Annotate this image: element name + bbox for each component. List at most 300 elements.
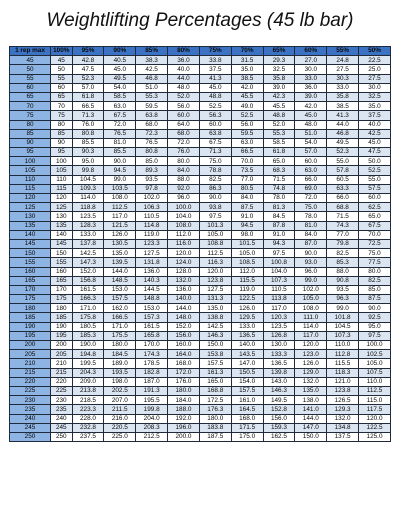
percentage-cell: 132.0 (327, 414, 359, 423)
column-header: 70% (231, 47, 263, 56)
full-percent-cell: 60 (51, 83, 73, 92)
full-percent-cell: 90 (51, 138, 73, 147)
percentage-cell: 95.0 (359, 322, 391, 331)
percentage-cell: 33.0 (295, 74, 327, 83)
percentage-cell: 90.3 (72, 148, 104, 157)
percentage-cell: 107.3 (263, 276, 295, 285)
percentage-cell: 106.3 (136, 203, 168, 212)
percentage-cell: 60.0 (295, 157, 327, 166)
percentage-cell: 55.0 (327, 157, 359, 166)
one-rep-max-cell: 190 (10, 322, 51, 331)
percentage-cell: 66.0 (295, 175, 327, 184)
percentage-cell: 184.5 (104, 350, 136, 359)
percentage-cell: 90.0 (199, 194, 231, 203)
one-rep-max-cell: 95 (10, 148, 51, 157)
percentage-cell: 71.5 (263, 175, 295, 184)
percentage-cell: 35.8 (327, 92, 359, 101)
percentage-cell: 118.3 (327, 368, 359, 377)
one-rep-max-cell: 155 (10, 258, 51, 267)
full-percent-cell: 130 (51, 212, 73, 221)
column-header: 1 rep max (10, 47, 51, 56)
percentage-cell: 84.5 (263, 212, 295, 221)
percentage-cell: 111.0 (295, 313, 327, 322)
one-rep-max-cell: 110 (10, 175, 51, 184)
percentage-cell: 97.8 (136, 184, 168, 193)
percentage-cell: 42.8 (72, 56, 104, 65)
percentage-cell: 129.0 (295, 368, 327, 377)
full-percent-cell: 215 (51, 368, 73, 377)
percentage-cell: 115.5 (327, 359, 359, 368)
full-percent-cell: 135 (51, 221, 73, 230)
percentage-cell: 130.5 (104, 239, 136, 248)
percentage-cell: 147.3 (72, 258, 104, 267)
percentage-cell: 176.3 (199, 405, 231, 414)
percentage-cell: 47.5 (359, 148, 391, 157)
percentage-cell: 204.0 (136, 414, 168, 423)
percentage-cell: 139.8 (263, 368, 295, 377)
percentage-cell: 63.3 (327, 184, 359, 193)
percentage-cell: 175.5 (104, 331, 136, 340)
one-rep-max-cell: 215 (10, 368, 51, 377)
percentage-cell: 92.5 (359, 313, 391, 322)
percentage-cell: 38.5 (231, 74, 263, 83)
column-header: 100% (51, 47, 73, 56)
percentage-cell: 137.8 (72, 239, 104, 248)
percentage-cell: 49.5 (104, 74, 136, 83)
one-rep-max-cell: 135 (10, 221, 51, 230)
percentage-cell: 85.3 (327, 258, 359, 267)
percentage-cell: 112.0 (231, 267, 263, 276)
percentage-cell: 22.5 (359, 56, 391, 65)
percentage-cell: 194.8 (72, 350, 104, 359)
percentage-cell: 30.0 (295, 65, 327, 74)
full-percent-cell: 75 (51, 111, 73, 120)
percentage-cell: 30.3 (327, 74, 359, 83)
percentage-cell: 96.0 (295, 267, 327, 276)
percentage-cell: 52.3 (327, 148, 359, 157)
percentage-cell: 166.5 (104, 313, 136, 322)
percentage-cell: 74.3 (327, 221, 359, 230)
percentage-cell: 156.8 (72, 276, 104, 285)
percentage-cell: 29.3 (263, 56, 295, 65)
percentage-cell: 87.5 (231, 203, 263, 212)
percentage-cell: 129.3 (327, 405, 359, 414)
percentage-cell: 133.3 (263, 350, 295, 359)
percentage-cell: 136.0 (136, 267, 168, 276)
table-row (10, 423, 391, 432)
percentage-cell: 80.0 (168, 157, 200, 166)
percentage-cell: 199.8 (136, 405, 168, 414)
percentage-cell: 165.0 (199, 377, 231, 386)
percentage-cell: 110.0 (327, 341, 359, 350)
table-row (10, 148, 391, 157)
percentage-cell: 100.8 (263, 258, 295, 267)
table-row (10, 175, 391, 184)
percentage-cell: 93.5 (136, 175, 168, 184)
one-rep-max-cell: 235 (10, 405, 51, 414)
percentage-cell: 160.0 (168, 341, 200, 350)
percentage-cell: 77.0 (327, 230, 359, 239)
percentage-cell: 61.8 (263, 148, 295, 157)
percentage-cell: 103.5 (104, 184, 136, 193)
percentage-cell: 44.0 (327, 120, 359, 129)
percentage-cell: 148.8 (136, 295, 168, 304)
full-percent-cell: 125 (51, 203, 73, 212)
percentage-cell: 93.0 (295, 258, 327, 267)
percentage-cell: 35.8 (263, 74, 295, 83)
one-rep-max-cell: 175 (10, 295, 51, 304)
column-header: 80% (168, 47, 200, 56)
one-rep-max-cell: 180 (10, 304, 51, 313)
percentage-cell: 209.0 (72, 377, 104, 386)
percentage-cell: 25.0 (359, 65, 391, 74)
percentage-cell: 131.3 (199, 295, 231, 304)
percentage-cell: 126.5 (327, 396, 359, 405)
percentage-cell: 50.0 (359, 157, 391, 166)
full-percent-cell: 240 (51, 414, 73, 423)
percentage-cell: 62.5 (359, 203, 391, 212)
percentage-cell: 78.0 (295, 212, 327, 221)
full-percent-cell: 175 (51, 295, 73, 304)
percentage-cell: 180.0 (168, 386, 200, 395)
percentage-cell: 135.0 (199, 304, 231, 313)
percentage-cell: 97.5 (359, 331, 391, 340)
table-row (10, 276, 391, 285)
one-rep-max-cell: 250 (10, 432, 51, 441)
percentage-cell: 87.5 (359, 295, 391, 304)
percentage-cell: 52.5 (231, 111, 263, 120)
percentage-cell: 66.0 (327, 194, 359, 203)
percentage-cell: 144.0 (295, 414, 327, 423)
percentage-cell: 38.3 (136, 56, 168, 65)
percentage-cell: 212.5 (136, 432, 168, 441)
table-row (10, 56, 391, 65)
column-header: 85% (136, 47, 168, 56)
percentage-cell: 156.0 (263, 414, 295, 423)
one-rep-max-cell: 75 (10, 111, 51, 120)
percentage-cell: 161.0 (231, 396, 263, 405)
percentage-cell: 146.3 (263, 386, 295, 395)
percentage-cell: 39.0 (263, 83, 295, 92)
one-rep-max-cell: 105 (10, 166, 51, 175)
one-rep-max-cell: 195 (10, 331, 51, 340)
percentage-cell: 123.8 (199, 276, 231, 285)
percentage-cell: 107.5 (359, 368, 391, 377)
percentage-cell: 199.5 (72, 359, 104, 368)
full-percent-cell: 140 (51, 230, 73, 239)
table-row (10, 74, 391, 83)
table-row (10, 350, 391, 359)
percentage-cell: 137.5 (327, 432, 359, 441)
percentage-cell: 96.0 (168, 194, 200, 203)
percentage-cell: 200.0 (168, 432, 200, 441)
percentage-cell: 70.0 (231, 157, 263, 166)
table-row (10, 322, 391, 331)
percentage-cell: 60.0 (359, 194, 391, 203)
percentage-cell: 36.0 (295, 83, 327, 92)
percentage-cell: 146.3 (199, 331, 231, 340)
percentage-cell: 64.0 (168, 120, 200, 129)
percentage-cell: 58.5 (104, 92, 136, 101)
percentage-cell: 56.0 (231, 120, 263, 129)
percentage-cell: 95.0 (72, 157, 104, 166)
percentage-cell: 87.8 (263, 221, 295, 230)
percentage-cell: 117.0 (295, 331, 327, 340)
percentage-cell: 110.5 (263, 285, 295, 294)
percentage-cell: 97.5 (199, 212, 231, 221)
table-row (10, 249, 391, 258)
full-percent-cell: 80 (51, 120, 73, 129)
percentage-cell: 48.8 (199, 92, 231, 101)
one-rep-max-cell: 70 (10, 102, 51, 111)
full-percent-cell: 55 (51, 74, 73, 83)
percentage-cell: 105.0 (295, 295, 327, 304)
full-percent-cell: 70 (51, 102, 73, 111)
one-rep-max-cell: 210 (10, 359, 51, 368)
percentage-cell: 149.5 (263, 396, 295, 405)
percentage-cell: 123.0 (295, 350, 327, 359)
full-percent-cell: 155 (51, 258, 73, 267)
one-rep-max-cell: 55 (10, 74, 51, 83)
percentage-cell: 67.5 (104, 111, 136, 120)
percentage-cell: 172.0 (168, 368, 200, 377)
percentage-cell: 156.0 (168, 331, 200, 340)
percentage-cell: 168.0 (168, 359, 200, 368)
one-rep-max-cell: 165 (10, 276, 51, 285)
percentage-cell: 48.0 (295, 120, 327, 129)
full-percent-cell: 210 (51, 359, 73, 368)
percentage-cell: 94.5 (104, 166, 136, 175)
percentage-cell: 74.8 (263, 184, 295, 193)
percentage-cell: 76.0 (72, 120, 104, 129)
table-row (10, 386, 391, 395)
percentage-cell: 45.0 (104, 65, 136, 74)
percentage-cell: 144.0 (104, 267, 136, 276)
full-percent-cell: 205 (51, 350, 73, 359)
percentage-cell: 172.5 (199, 396, 231, 405)
percentage-cell: 108.0 (104, 194, 136, 203)
one-rep-max-cell: 120 (10, 194, 51, 203)
percentage-cell: 116.0 (168, 239, 200, 248)
one-rep-max-cell: 220 (10, 377, 51, 386)
percentage-cell: 101.8 (327, 313, 359, 322)
percentage-cell: 37.5 (359, 111, 391, 120)
percentage-cell: 84.0 (168, 166, 200, 175)
percentage-cell: 55.0 (359, 175, 391, 184)
one-rep-max-cell: 240 (10, 414, 51, 423)
percentage-cell: 104.0 (168, 212, 200, 221)
percentage-cell: 130.0 (263, 341, 295, 350)
percentage-cell: 121.0 (327, 377, 359, 386)
one-rep-max-cell: 50 (10, 65, 51, 74)
percentage-cell: 100.0 (168, 203, 200, 212)
percentage-cell: 120.0 (168, 249, 200, 258)
percentage-cell: 162.5 (263, 432, 295, 441)
percentage-cell: 91.0 (263, 230, 295, 239)
percentage-cell: 45.0 (295, 111, 327, 120)
table-row (10, 166, 391, 175)
percentage-cell: 66.5 (231, 148, 263, 157)
percentage-cell: 150.0 (295, 432, 327, 441)
percentage-cell: 188.0 (168, 405, 200, 414)
percentage-cell: 142.5 (199, 322, 231, 331)
one-rep-max-cell: 200 (10, 341, 51, 350)
one-rep-max-cell: 125 (10, 203, 51, 212)
percentage-cell: 60.0 (199, 120, 231, 129)
percentage-cell: 153.0 (104, 285, 136, 294)
percentage-cell: 117.0 (104, 212, 136, 221)
percentage-cell: 105.0 (359, 359, 391, 368)
percentage-cell: 208.3 (136, 423, 168, 432)
percentage-cell: 93.5 (327, 285, 359, 294)
percentage-cell: 175.0 (231, 432, 263, 441)
one-rep-max-cell: 130 (10, 212, 51, 221)
percentage-cell: 27.0 (295, 56, 327, 65)
percentage-cell: 114.0 (295, 322, 327, 331)
percentages-table-container (9, 46, 391, 442)
percentage-cell: 63.0 (295, 166, 327, 175)
percentage-cell: 192.0 (168, 414, 200, 423)
full-percent-cell: 170 (51, 285, 73, 294)
one-rep-max-cell: 160 (10, 267, 51, 276)
percentage-cell: 157.5 (199, 359, 231, 368)
full-percent-cell: 50 (51, 65, 73, 74)
table-row (10, 120, 391, 129)
percentage-cell: 190.0 (72, 341, 104, 350)
percentage-cell: 85.0 (136, 157, 168, 166)
full-percent-cell: 100 (51, 157, 73, 166)
full-percent-cell: 120 (51, 194, 73, 203)
percentage-cell: 120.0 (359, 414, 391, 423)
percentage-cell: 136.0 (168, 285, 200, 294)
percentage-cell: 76.0 (168, 148, 200, 157)
page-title: Weightlifting Percentages (45 lb bar) (46, 10, 354, 31)
percentage-cell: 112.5 (104, 203, 136, 212)
percentage-cell: 45.5 (263, 102, 295, 111)
percentage-cell: 66.5 (72, 102, 104, 111)
percentage-cell: 126.0 (104, 230, 136, 239)
percentage-cell: 133.0 (231, 322, 263, 331)
percentage-cell: 67.5 (359, 221, 391, 230)
percentage-cell: 144.0 (168, 304, 200, 313)
one-rep-max-cell: 145 (10, 239, 51, 248)
percentage-cell: 101.3 (199, 221, 231, 230)
table-row (10, 359, 391, 368)
table-row (10, 396, 391, 405)
percentage-cell: 32.5 (263, 65, 295, 74)
percentage-cell: 80.8 (72, 129, 104, 138)
percentage-cell: 118.8 (72, 203, 104, 212)
percentage-cell: 122.5 (231, 295, 263, 304)
percentage-cell: 36.0 (168, 56, 200, 65)
percentage-cell: 174.3 (136, 350, 168, 359)
percentage-cell: 80.0 (359, 267, 391, 276)
percentage-cell: 168.8 (199, 386, 231, 395)
percentage-cell: 123.5 (72, 212, 104, 221)
percentage-cell: 33.0 (327, 83, 359, 92)
full-percent-cell: 110 (51, 175, 73, 184)
percentage-cell: 108.0 (295, 304, 327, 313)
percentage-cell: 61.8 (72, 92, 104, 101)
table-row (10, 221, 391, 230)
table-row (10, 285, 391, 294)
percentage-cell: 157.5 (104, 295, 136, 304)
percentage-cell: 185.3 (72, 331, 104, 340)
percentage-cell: 56.0 (168, 102, 200, 111)
percentage-cell: 180.5 (72, 322, 104, 331)
percentage-cell: 99.0 (327, 304, 359, 313)
percentage-cell: 59.5 (231, 129, 263, 138)
full-percent-cell: 230 (51, 396, 73, 405)
percentage-cell: 126.0 (231, 304, 263, 313)
percentage-cell: 52.3 (72, 74, 104, 83)
percentage-cell: 58.5 (263, 138, 295, 147)
percentage-cell: 55.3 (263, 129, 295, 138)
one-rep-max-cell: 205 (10, 350, 51, 359)
percentage-cell: 143.5 (231, 350, 263, 359)
percentage-cell: 198.0 (104, 377, 136, 386)
percentage-cell: 183.8 (199, 423, 231, 432)
percentage-cell: 117.5 (359, 405, 391, 414)
percentage-cell: 133.0 (72, 230, 104, 239)
percentage-cell: 48.0 (168, 83, 200, 92)
percentage-cell: 191.3 (136, 386, 168, 395)
percentage-cell: 128.0 (168, 267, 200, 276)
percentage-cell: 102.0 (295, 285, 327, 294)
table-row (10, 414, 391, 423)
percentage-cell: 153.0 (136, 304, 168, 313)
percentage-cell: 171.0 (104, 322, 136, 331)
percentage-cell: 57.5 (359, 184, 391, 193)
column-header: 65% (263, 47, 295, 56)
percentage-cell: 124.0 (168, 258, 200, 267)
table-row (10, 129, 391, 138)
percentage-cell: 76.5 (136, 138, 168, 147)
percentage-cell: 57.0 (295, 148, 327, 157)
percentage-cell: 138.0 (295, 396, 327, 405)
percentage-cell: 112.8 (327, 350, 359, 359)
percentage-cell: 161.3 (199, 368, 231, 377)
column-header: 55% (327, 47, 359, 56)
percentage-cell: 85.0 (359, 285, 391, 294)
full-percent-cell: 190 (51, 322, 73, 331)
percentage-cell: 140.0 (168, 295, 200, 304)
percentage-cell: 187.0 (136, 377, 168, 386)
percentage-cell: 82.5 (199, 175, 231, 184)
percentage-cell: 127.5 (136, 249, 168, 258)
percentage-cell: 139.5 (104, 258, 136, 267)
percentage-cell: 126.8 (263, 331, 295, 340)
column-header: 90% (104, 47, 136, 56)
percentage-cell: 96.3 (327, 295, 359, 304)
percentage-cell: 134.8 (327, 423, 359, 432)
percentage-cell: 207.0 (104, 396, 136, 405)
percentage-cell: 45.0 (199, 83, 231, 92)
column-header: 75% (199, 47, 231, 56)
percentage-cell: 57.8 (327, 166, 359, 175)
percentage-cell: 35.0 (231, 65, 263, 74)
percentage-cell: 69.0 (295, 184, 327, 193)
percentage-cell: 104.0 (263, 267, 295, 276)
percentage-cell: 129.5 (231, 313, 263, 322)
percentage-cell: 225.0 (104, 432, 136, 441)
percentage-cell: 121.5 (104, 221, 136, 230)
percentage-cell: 115.5 (231, 276, 263, 285)
percentage-cell: 99.0 (295, 276, 327, 285)
table-row (10, 341, 391, 350)
table-row (10, 65, 391, 74)
percentages-table (9, 46, 391, 442)
